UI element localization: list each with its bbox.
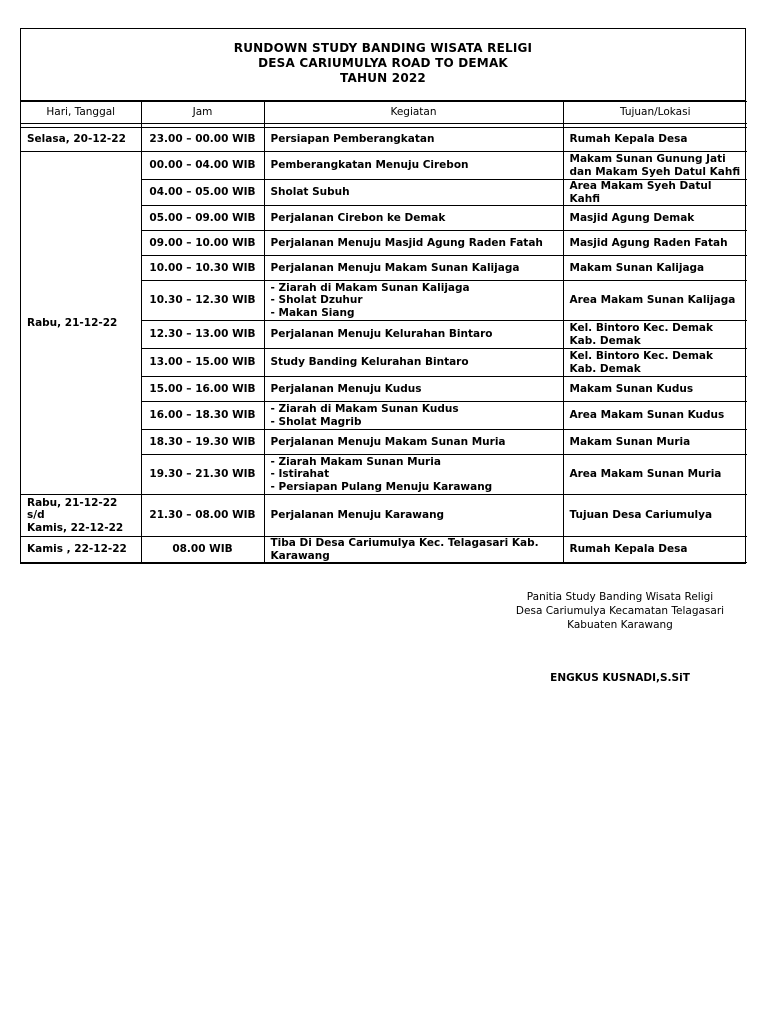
kegiatan-line: - Istirahat	[270, 468, 330, 481]
cell-hari: Rabu, 21-12-22	[21, 152, 141, 495]
kegiatan-line: Perjalanan Menuju Kelurahan Bintaro	[270, 328, 493, 341]
kegiatan-line: Perjalanan Menuju Makam Sunan Kalijaga	[270, 261, 520, 274]
cell-jam: 21.30 – 08.00 WIB	[141, 495, 264, 537]
cell-lokasi: Masjid Agung Demak	[563, 206, 747, 231]
table-header-row	[21, 102, 747, 124]
cell-kegiatan	[264, 377, 563, 402]
cell-hari: Selasa, 20-12-22	[21, 128, 141, 152]
cell-jam: 12.30 – 13.00 WIB	[141, 321, 264, 349]
cell-jam: 19.30 – 21.30 WIB	[141, 455, 264, 495]
cell-kegiatan	[264, 128, 563, 152]
cell-kegiatan	[264, 455, 563, 495]
cell-kegiatan	[264, 349, 563, 377]
header-hari: Hari, Tanggal	[21, 102, 141, 124]
title-line-1: RUNDOWN STUDY BANDING WISATA RELIGI	[233, 41, 533, 55]
title-line-2: DESA CARIUMULYA ROAD TO DEMAK	[258, 56, 508, 70]
header-jam: Jam	[141, 102, 264, 124]
cell-jam: 00.00 – 04.00 WIB	[141, 152, 264, 180]
cell-hari	[21, 495, 141, 537]
cell-lokasi: Masjid Agung Raden Fatah	[563, 231, 747, 256]
kegiatan-line: - Makan Siang	[270, 306, 355, 319]
cell-lokasi: Kel. Bintoro Kec. Demak Kab. Demak	[563, 321, 747, 349]
kegiatan-line: Perjalanan Menuju Makam Sunan Muria	[270, 435, 506, 448]
cell-kegiatan	[264, 321, 563, 349]
cell-jam: 10.30 – 12.30 WIB	[141, 281, 264, 321]
committee-block	[490, 590, 750, 632]
table-body	[21, 124, 747, 563]
rundown-table	[21, 101, 747, 563]
hari-line: Kamis, 22-12-22	[27, 521, 124, 534]
committee-line-1: Panitia Study Banding Wisata Religi	[526, 591, 714, 603]
cell-lokasi: Makam Sunan Muria	[563, 430, 747, 455]
cell-lokasi: Rumah Kepala Desa	[563, 537, 747, 563]
title-block	[21, 29, 745, 101]
cell-jam: 15.00 – 16.00 WIB	[141, 377, 264, 402]
table-row	[21, 537, 747, 563]
header-lokasi: Tujuan/Lokasi	[563, 102, 747, 124]
kegiatan-line: - Ziarah di Makam Sunan Kudus	[270, 403, 459, 415]
kegiatan-line: - Ziarah Makam Sunan Muria	[270, 455, 441, 468]
kegiatan-line: Persiapan Pemberangkatan	[270, 133, 435, 146]
kegiatan-line: - Ziarah di Makam Sunan Kalijaga	[270, 281, 470, 294]
header-kegiatan: Kegiatan	[264, 102, 563, 124]
kegiatan-line: Sholat Subuh	[270, 186, 350, 199]
kegiatan-line: Perjalanan Menuju Kudus	[270, 382, 422, 395]
cell-lokasi: Area Makam Sunan Kudus	[563, 402, 747, 430]
rundown-document	[20, 28, 746, 564]
table-row	[21, 495, 747, 537]
cell-lokasi: Makam Sunan Kalijaga	[563, 256, 747, 281]
kegiatan-line: - Persiapan Pulang Menuju Karawang	[270, 480, 493, 493]
cell-lokasi: Area Makam Sunan Kalijaga	[563, 281, 747, 321]
cell-lokasi: Kel. Bintoro Kec. Demak Kab. Demak	[563, 349, 747, 377]
cell-kegiatan	[264, 495, 563, 537]
kegiatan-line: - Sholat Dzuhur	[270, 294, 363, 307]
cell-kegiatan	[264, 256, 563, 281]
hari-line: Rabu, 21-12-22	[27, 496, 118, 509]
signer-name: ENGKUS KUSNADI,S.SiT	[550, 672, 690, 684]
cell-kegiatan	[264, 430, 563, 455]
cell-lokasi: Tujuan Desa Cariumulya	[563, 495, 747, 537]
cell-kegiatan	[264, 152, 563, 180]
committee-line-3: Kabuaten Karawang	[567, 619, 673, 631]
kegiatan-line: Perjalanan Menuju Karawang	[270, 509, 445, 522]
title-line-3: TAHUN 2022	[340, 71, 426, 85]
committee-line-2: Desa Cariumulya Kecamatan Telagasari	[515, 605, 725, 617]
cell-kegiatan	[264, 402, 563, 430]
cell-jam: 13.00 – 15.00 WIB	[141, 349, 264, 377]
table-row	[21, 152, 747, 180]
cell-kegiatan	[264, 281, 563, 321]
cell-jam: 16.00 – 18.30 WIB	[141, 402, 264, 430]
kegiatan-line: Perjalanan Cirebon ke Demak	[270, 211, 446, 224]
cell-jam: 18.30 – 19.30 WIB	[141, 430, 264, 455]
cell-jam: 04.00 – 05.00 WIB	[141, 180, 264, 206]
kegiatan-line: - Sholat Magrib	[270, 415, 362, 428]
table-row	[21, 128, 747, 152]
cell-jam: 23.00 – 00.00 WIB	[141, 128, 264, 152]
cell-lokasi: Makam Sunan Gunung Jati dan Makam Syeh Datul Kahfi	[563, 152, 747, 180]
cell-kegiatan	[264, 206, 563, 231]
kegiatan-line: Perjalanan Menuju Masjid Agung Raden Fatah	[270, 236, 543, 249]
cell-kegiatan	[264, 231, 563, 256]
kegiatan-line: Tiba Di Desa Cariumulya Kec. Telagasari Kab. Karawang	[270, 537, 539, 562]
cell-lokasi: Area Makam Syeh Datul Kahfi	[563, 180, 747, 206]
cell-jam: 05.00 – 09.00 WIB	[141, 206, 264, 231]
cell-jam: 10.00 – 10.30 WIB	[141, 256, 264, 281]
kegiatan-line: Study Banding Kelurahan Bintaro	[270, 356, 469, 369]
cell-kegiatan	[264, 537, 563, 563]
cell-lokasi: Makam Sunan Kudus	[563, 377, 747, 402]
hari-line: s/d	[27, 509, 45, 522]
kegiatan-line: Pemberangkatan Menuju Cirebon	[270, 159, 469, 172]
cell-lokasi: Rumah Kepala Desa	[563, 128, 747, 152]
cell-jam: 08.00 WIB	[141, 537, 264, 563]
cell-jam: 09.00 – 10.00 WIB	[141, 231, 264, 256]
cell-hari: Kamis , 22-12-22	[21, 537, 141, 563]
cell-kegiatan	[264, 180, 563, 206]
cell-lokasi: Area Makam Sunan Muria	[563, 455, 747, 495]
